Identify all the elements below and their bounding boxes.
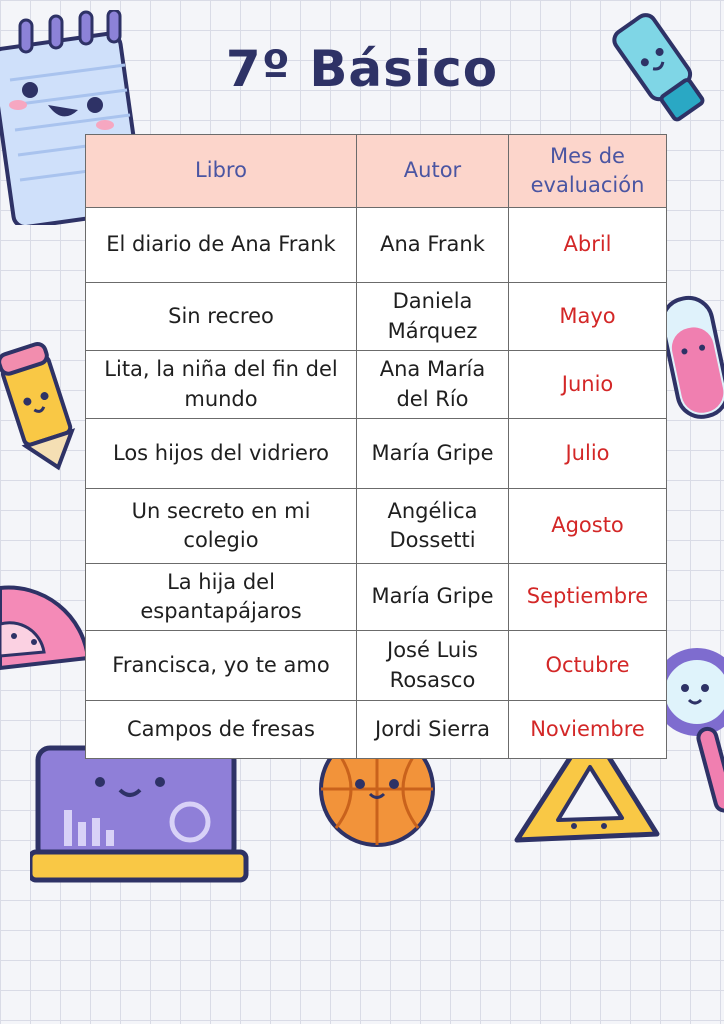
- table-row: [86, 631, 667, 701]
- book-cell: Campos de fresas: [86, 701, 357, 759]
- table-row: [86, 701, 667, 759]
- author-cell: Jordi Sierra: [357, 701, 509, 759]
- month-cell: Julio: [509, 419, 667, 489]
- month-cell: Septiembre: [509, 564, 667, 631]
- header-month: Mes de evaluación: [509, 135, 667, 208]
- book-cell: El diario de Ana Frank: [86, 208, 357, 283]
- author-cell: Angélica Dossetti: [357, 489, 509, 564]
- test-tube-icon: [660, 288, 724, 428]
- month-cell: Octubre: [509, 631, 667, 701]
- month-cell: Noviembre: [509, 701, 667, 759]
- month-cell: Abril: [509, 208, 667, 283]
- table-row: [86, 283, 667, 351]
- author-cell: María Gripe: [357, 419, 509, 489]
- table-row: [86, 489, 667, 564]
- table-row: [86, 419, 667, 489]
- author-cell: María Gripe: [357, 564, 509, 631]
- table-row: [86, 564, 667, 631]
- book-cell: Un secreto en mi colegio: [86, 489, 357, 564]
- month-cell: Junio: [509, 351, 667, 419]
- table-row: [86, 208, 667, 283]
- author-cell: Daniela Márquez: [357, 283, 509, 351]
- book-cell: Los hijos del vidriero: [86, 419, 357, 489]
- protractor-icon: [0, 578, 90, 678]
- author-cell: Ana Frank: [357, 208, 509, 283]
- header-author: Autor: [357, 135, 509, 208]
- author-cell: Ana María del Río: [357, 351, 509, 419]
- table-row: [86, 351, 667, 419]
- author-cell: José Luis Rosasco: [357, 631, 509, 701]
- pencil-icon: [0, 340, 80, 475]
- month-cell: Agosto: [509, 489, 667, 564]
- header-book: Libro: [86, 135, 357, 208]
- book-cell: La hija del espantapájaros: [86, 564, 357, 631]
- page-title: 7º Básico: [225, 40, 499, 98]
- reading-table: [85, 134, 667, 759]
- laptop-icon: [30, 740, 250, 890]
- book-cell: Lita, la niña del fin del mundo: [86, 351, 357, 419]
- book-cell: Sin recreo: [86, 283, 357, 351]
- month-cell: Mayo: [509, 283, 667, 351]
- book-cell: Francisca, yo te amo: [86, 631, 357, 701]
- table-header-row: [86, 135, 667, 208]
